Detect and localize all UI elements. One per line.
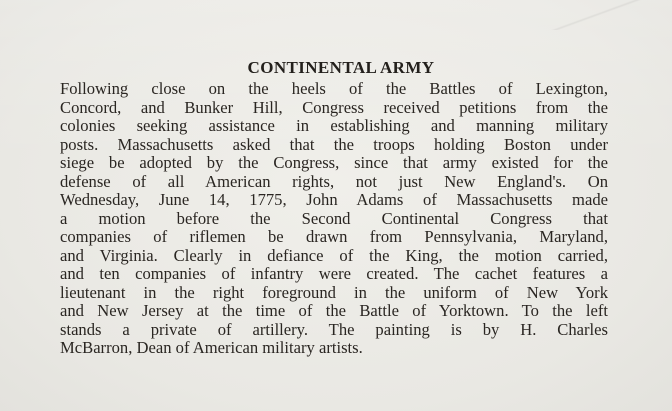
text-line: stands a private of artillery. The painting is by H. Charles xyxy=(60,319,608,339)
text-line: colonies seeking assistance in establishing and manning military xyxy=(60,116,608,135)
text-line: siege be adopted by the Congress, since that army existed for the xyxy=(60,153,608,172)
text-line: lieutenant in the right foreground in the uniform of New York xyxy=(60,282,608,302)
text-line: posts. Massachusetts asked that the troops holding Boston under xyxy=(60,134,608,154)
text-line: McBarron, Dean of American military artists. xyxy=(60,338,363,357)
description-body xyxy=(60,80,608,358)
text-line: and Virginia. Clearly in defiance of the King, the motion carried, xyxy=(60,245,608,265)
text-line: and New Jersey at the time of the Battle of Yorktown. To the left xyxy=(60,301,608,320)
text-line: Wednesday, June 14, 1775, John Adams of Massachusetts made xyxy=(60,190,608,209)
text-line: and ten companies of infantry were created. The cachet features a xyxy=(60,264,608,283)
text-line: Following close on the heels of the Battles of Lexington, xyxy=(60,79,608,98)
text-line: a motion before the Second Continental Congress that xyxy=(60,208,608,228)
envelope-fold xyxy=(520,0,672,30)
text-line: companies of riflemen be drawn from Pennsylvania, Maryland, xyxy=(60,227,608,246)
text-line: defense of all American rights, not just New England's. On xyxy=(60,171,608,191)
document-title: CONTINENTAL ARMY xyxy=(247,58,435,77)
cachet-description xyxy=(60,58,608,358)
text-line: Concord, and Bunker Hill, Congress received petitions from the xyxy=(60,97,608,117)
